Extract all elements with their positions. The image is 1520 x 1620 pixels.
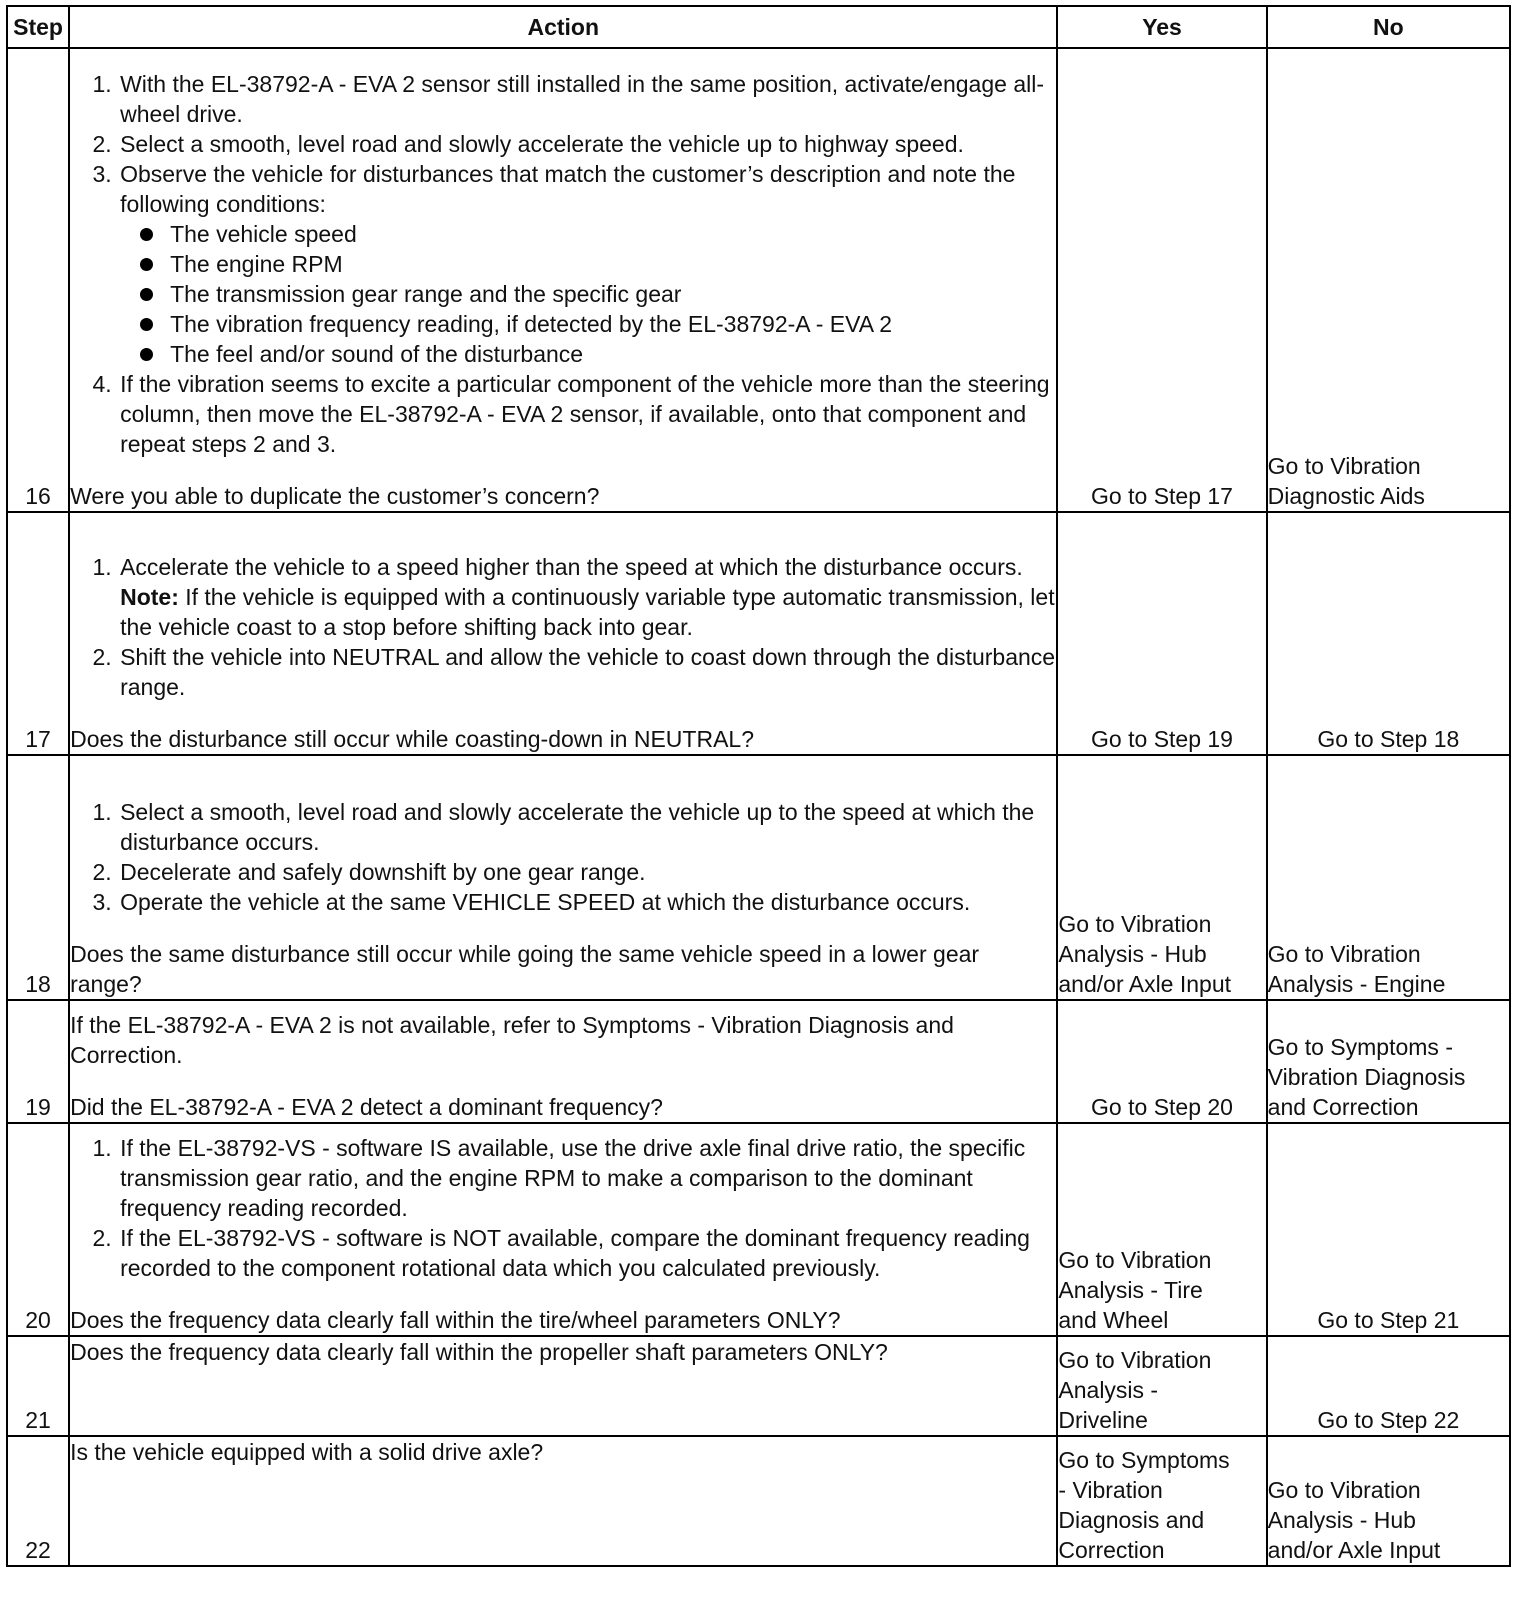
step-number: 22 xyxy=(7,1436,69,1566)
action-cell xyxy=(69,1000,1057,1123)
note-text: If the vehicle is equipped with a continuously variable type automatic transmission, let the vehicle coast to a stop before shifting back into gear. xyxy=(120,584,1055,640)
note-label: Note: xyxy=(120,584,179,610)
yes-cell: Go to Step 19 xyxy=(1057,512,1266,755)
no-cell: Go to Step 18 xyxy=(1267,512,1510,755)
yes-cell: Go to Symptoms - Vibration Diagnosis and Correction xyxy=(1057,1436,1266,1566)
list-item: 2. Select a smooth, level road and slowly accelerate the vehicle up to highway speed. xyxy=(118,129,1056,159)
action-list xyxy=(70,552,1056,702)
bullet-item: The engine RPM xyxy=(150,249,1056,279)
table-row xyxy=(7,755,1510,1000)
question-text: Does the same disturbance still occur while going the same vehicle speed in a lower gear range? xyxy=(70,941,980,997)
question-text: Does the frequency data clearly fall within the propeller shaft parameters ONLY? xyxy=(70,1339,888,1365)
action-cell xyxy=(69,1123,1057,1336)
table-row xyxy=(7,512,1510,755)
action-cell xyxy=(69,1336,1057,1436)
header-step: Step xyxy=(7,6,69,48)
bullet-item: The vehicle speed xyxy=(150,219,1056,249)
yes-cell: Go to Step 20 xyxy=(1057,1000,1266,1123)
table-row xyxy=(7,1000,1510,1123)
table-row xyxy=(7,48,1510,512)
list-item: 1. If the EL-38792-VS - software IS available, use the drive axle final drive ratio, the specific transmission gear ratio, and the engine RPM to make a comparison to the dominant frequency reading recorded. xyxy=(118,1133,1056,1223)
step-number: 17 xyxy=(7,512,69,755)
header-no: No xyxy=(1267,6,1510,48)
no-cell: Go to Symptoms - Vibration Diagnosis and Correction xyxy=(1267,1000,1510,1123)
table-row xyxy=(7,1336,1510,1436)
question-text: Were you able to duplicate the customer’s concern? xyxy=(70,483,600,509)
diagnostic-table xyxy=(6,5,1511,1567)
list-item: 4. If the vibration seems to excite a particular component of the vehicle more than the steering column, then move the EL-38792-A - EVA 2 sensor, if available, onto that component and repeat steps 2 and 3. xyxy=(118,369,1056,459)
action-cell xyxy=(69,48,1057,512)
step-number: 19 xyxy=(7,1000,69,1123)
no-cell: Go to Vibration Analysis - Engine xyxy=(1267,755,1510,1000)
bullet-item: The transmission gear range and the specific gear xyxy=(150,279,1056,309)
condition-list xyxy=(120,219,1056,369)
bullet-item: The feel and/or sound of the disturbance xyxy=(150,339,1056,369)
step-number: 21 xyxy=(7,1336,69,1436)
list-item-text: Accelerate the vehicle to a speed higher than the speed at which the disturbance occurs. xyxy=(120,554,1023,580)
table-row xyxy=(7,1123,1510,1336)
list-item: 2. Decelerate and safely downshift by one gear range. xyxy=(118,857,1056,887)
yes-cell: Go to Step 17 xyxy=(1057,48,1266,512)
question-text: Does the disturbance still occur while coasting-down in NEUTRAL? xyxy=(70,726,755,752)
action-cell xyxy=(69,1436,1057,1566)
action-list xyxy=(70,797,1056,917)
list-item: 2. If the EL-38792-VS - software is NOT available, compare the dominant frequency reading recorded to the component rotational data which you calculated previously. xyxy=(118,1223,1056,1283)
yes-cell: Go to Vibration Analysis - Tire and Wheel xyxy=(1057,1123,1266,1336)
intro-text: If the EL-38792-A - EVA 2 is not available, refer to Symptoms - Vibration Diagnosis and Correction. xyxy=(70,1012,954,1068)
list-item: 1. With the EL-38792-A - EVA 2 sensor still installed in the same position, activate/engage all-wheel drive. xyxy=(118,69,1056,129)
bullet-item: The vibration frequency reading, if detected by the EL-38792-A - EVA 2 xyxy=(150,309,1056,339)
yes-cell: Go to Vibration Analysis - Driveline xyxy=(1057,1336,1266,1436)
list-item xyxy=(118,552,1056,642)
header-yes: Yes xyxy=(1057,6,1266,48)
list-item xyxy=(118,159,1056,369)
action-cell xyxy=(69,755,1057,1000)
list-item: 1. Select a smooth, level road and slowly accelerate the vehicle up to the speed at which the disturbance occurs. xyxy=(118,797,1056,857)
no-cell: Go to Step 22 xyxy=(1267,1336,1510,1436)
no-cell: Go to Vibration Analysis - Hub and/or Axle Input xyxy=(1267,1436,1510,1566)
action-cell xyxy=(69,512,1057,755)
yes-cell: Go to Vibration Analysis - Hub and/or Axle Input xyxy=(1057,755,1266,1000)
list-item-text: Observe the vehicle for disturbances that match the customer’s description and note the following conditions: xyxy=(120,161,1016,217)
list-item: 3. Operate the vehicle at the same VEHICLE SPEED at which the disturbance occurs. xyxy=(118,887,1056,917)
question-text: Did the EL-38792-A - EVA 2 detect a dominant frequency? xyxy=(70,1094,663,1120)
step-number: 18 xyxy=(7,755,69,1000)
no-cell: Go to Vibration Diagnostic Aids xyxy=(1267,48,1510,512)
action-list xyxy=(70,69,1056,459)
table-row xyxy=(7,1436,1510,1566)
no-cell: Go to Step 21 xyxy=(1267,1123,1510,1336)
action-list xyxy=(70,1133,1056,1283)
question-text: Is the vehicle equipped with a solid drive axle? xyxy=(70,1439,544,1465)
header-action: Action xyxy=(69,6,1057,48)
list-item: 2. Shift the vehicle into NEUTRAL and allow the vehicle to coast down through the disturbance range. xyxy=(118,642,1056,702)
question-text: Does the frequency data clearly fall within the tire/wheel parameters ONLY? xyxy=(70,1307,841,1333)
header-row xyxy=(7,6,1510,48)
step-number: 16 xyxy=(7,48,69,512)
step-number: 20 xyxy=(7,1123,69,1336)
